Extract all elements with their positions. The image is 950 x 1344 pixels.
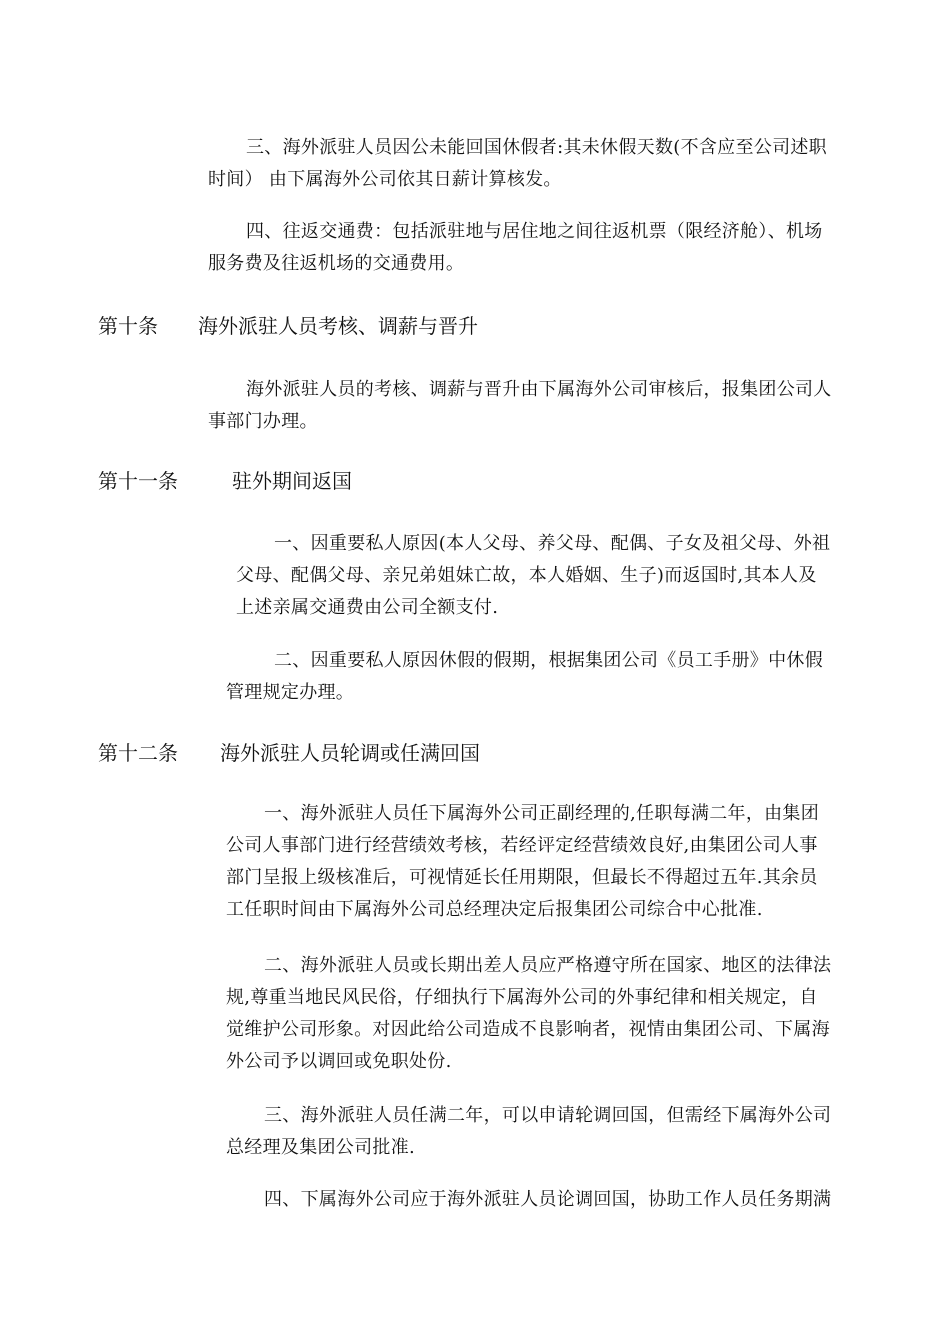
text-line: 一、海外派驻人员任下属海外公司正副经理的,任职每满二年，由集团 [264, 803, 820, 824]
article-11-heading [98, 465, 352, 497]
text-line: 海外派驻人员的考核、调薪与晋升由下属海外公司审核后，报集团公司人 [246, 379, 832, 400]
text-line: 觉维护公司形象。对因此给公司造成不良影响者，视情由集团公司、下属海 [226, 1019, 830, 1040]
text-line: 二、因重要私人原因休假的假期，根据集团公司《员工手册》中休假 [274, 650, 823, 671]
article-number: 第十二条 [98, 741, 178, 765]
text-line: 部门呈报上级核准后，可视情延长任用期限，但最长不得超过五年.其余员 [226, 867, 818, 888]
paragraph-article-12-item-4 [226, 1184, 831, 1216]
text-line: 工任职时间由下属海外公司总经理决定后报集团公司综合中心批准. [226, 899, 763, 920]
text-line: 三、海外派驻人员任满二年，可以申请轮调回国，但需经下属海外公司 [264, 1105, 832, 1126]
text-line: 四、往返交通费：包括派驻地与居住地之间往返机票（限经济舱）、机场 [246, 221, 823, 242]
paragraph-article-12-item-3 [226, 1100, 831, 1164]
text-line: 公司人事部门进行经营绩效考核，若经评定经营绩效良好,由集团公司人事 [226, 835, 818, 856]
text-line: 三、海外派驻人员因公未能回国休假者:其未休假天数(不含应至公司述职 [246, 137, 827, 158]
article-10-heading [98, 310, 478, 342]
text-line: 服务费及往返机场的交通费用。 [208, 253, 465, 274]
article-number: 第十一条 [98, 469, 178, 493]
text-line: 事部门办理。 [208, 411, 318, 432]
paragraph-article-10 [208, 374, 832, 438]
article-title: 海外派驻人员考核、调薪与晋升 [198, 314, 478, 338]
paragraph-article-12-item-2 [226, 950, 831, 1078]
text-line: 总经理及集团公司批准. [226, 1137, 416, 1158]
article-title: 驻外期间返国 [232, 469, 352, 493]
text-line: 二、海外派驻人员或长期出差人员应严格遵守所在国家、地区的法律法 [264, 955, 832, 976]
paragraph-article-11-item-2 [226, 645, 823, 709]
article-number: 第十条 [98, 314, 158, 338]
text-line: 外公司予以调回或免职处份. [226, 1051, 452, 1072]
paragraph-round-trip-transport [208, 216, 823, 280]
text-line: 上述亲属交通费由公司全额支付. [236, 597, 499, 618]
paragraph-article-11-item-1 [236, 528, 830, 624]
article-12-heading [98, 737, 480, 769]
paragraph-article-12-item-1 [226, 798, 819, 926]
text-line: 时间） 由下属海外公司依其日薪计算核发。 [208, 169, 562, 190]
text-line: 规,尊重当地民风民俗，仔细执行下属海外公司的外事纪律和相关规定，自 [226, 987, 818, 1008]
text-line: 四、下属海外公司应于海外派驻人员论调回国，协助工作人员任务期满 [264, 1189, 832, 1210]
text-line: 管理规定办理。 [226, 682, 355, 703]
paragraph-unused-leave [208, 132, 827, 196]
article-title: 海外派驻人员轮调或任满回国 [220, 741, 480, 765]
text-line: 一、因重要私人原因(本人父母、养父母、配偶、子女及祖父母、外祖 [274, 533, 831, 554]
text-line: 父母、配偶父母、亲兄弟姐妹亡故，本人婚姻、生子)而返国时,其本人及 [236, 565, 817, 586]
